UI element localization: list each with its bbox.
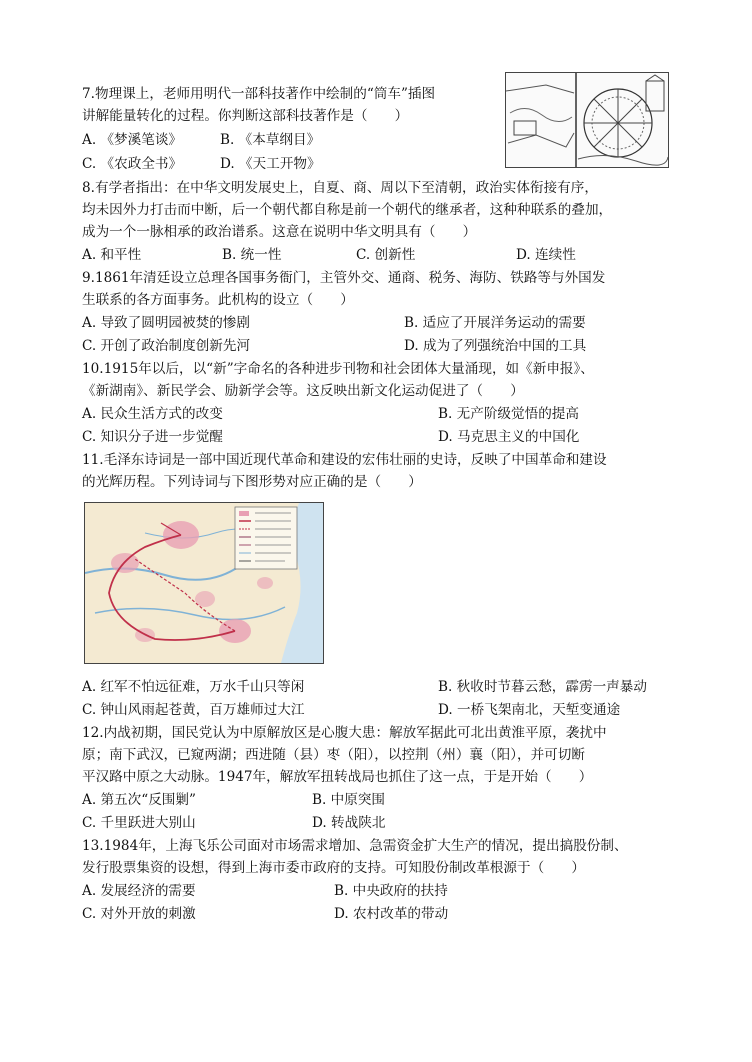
question-13-option-a[interactable]: A. 发展经济的需要 — [82, 883, 196, 899]
question-9-option-b[interactable]: B. 适应了开展洋务运动的需要 — [404, 315, 586, 331]
waterwheel-illustration — [505, 72, 669, 168]
question-12-stem-line-3: 平汉路中原之大动脉。1947年，解放军扭转战局也抓住了这一点，于是开始（ ） — [82, 769, 593, 785]
question-9-stem-line-2: 生联系的各方面事务。此机构的设立（ ） — [82, 292, 354, 308]
question-7-option-c[interactable]: C. 《农政全书》 — [82, 156, 183, 172]
question-9-option-a[interactable]: A. 导致了圆明园被焚的惨剧 — [82, 315, 250, 331]
question-7-stem-line-2: 讲解能量转化的过程。你判断这部科技著作是（ ） — [82, 108, 409, 124]
question-11-stem-line-2: 的光辉历程。下列诗词与下图形势对应正确的是（ ） — [82, 474, 422, 490]
question-10-stem-line-2: 《新湖南》、新民学会、励新学会等。这反映出新文化运动促进了（ ） — [82, 383, 524, 399]
question-7-option-a[interactable]: A. 《梦溪笔谈》 — [82, 132, 183, 148]
question-12-option-d[interactable]: D. 转战陕北 — [312, 815, 386, 831]
question-8-stem-line-3: 成为一个一脉相承的政治谱系。这意在说明中华文明具有（ ） — [82, 224, 477, 240]
question-10-option-a[interactable]: A. 民众生活方式的改变 — [82, 406, 223, 422]
question-10-stem-line-1: 10.1915年以后，以“新”字命名的各种进步刊物和社会团体大量涌现，如《新申报》、 — [82, 361, 594, 377]
war-situation-map — [84, 502, 324, 664]
question-7-stem-line-1: 7.物理课上，老师用明代一部科技著作中绘制的“筒车”插图 — [82, 86, 436, 102]
question-13-stem-line-1: 13.1984年，上海飞乐公司面对市场需求增加、急需资金扩大生产的情况，提出搞股份制、 — [82, 838, 628, 854]
question-12-stem-line-1: 12.内战初期，国民党认为中原解放区是心腹大患：解放军据此可北出黄淮平原，袭扰中 — [82, 725, 607, 741]
waterwheel-icon — [506, 73, 668, 167]
question-10-option-d[interactable]: D. 马克思主义的中国化 — [438, 429, 580, 445]
question-9-option-d[interactable]: D. 成为了列强统治中国的工具 — [404, 338, 587, 354]
question-12-option-b[interactable]: B. 中原突围 — [312, 792, 386, 808]
question-8-option-b[interactable]: B. 统一性 — [222, 247, 282, 263]
map-icon — [85, 503, 323, 663]
question-8-stem-line-2: 均未因外力打击而中断，后一个朝代都自称是前一个朝代的继承者，这种种联系的叠加， — [82, 202, 613, 218]
question-8-option-d[interactable]: D. 连续性 — [516, 247, 576, 263]
question-12-option-c[interactable]: C. 千里跃进大别山 — [82, 815, 196, 831]
question-7-option-b[interactable]: B. 《本草纲目》 — [220, 132, 321, 148]
question-13-option-b[interactable]: B. 中央政府的扶持 — [334, 883, 448, 899]
question-13-option-c[interactable]: C. 对外开放的刺激 — [82, 906, 196, 922]
question-8-option-a[interactable]: A. 和平性 — [82, 247, 142, 263]
question-13-option-d[interactable]: D. 农村改革的带动 — [334, 906, 449, 922]
question-11-option-c[interactable]: C. 钟山风雨起苍黄，百万雄师过大江 — [82, 702, 305, 718]
question-10-option-c[interactable]: C. 知识分子进一步觉醒 — [82, 429, 223, 445]
question-11-option-b[interactable]: B. 秋收时节暮云愁，霹雳一声暴动 — [438, 679, 647, 695]
question-9-option-c[interactable]: C. 开创了政治制度创新先河 — [82, 338, 251, 354]
question-7-option-d[interactable]: D. 《天工开物》 — [220, 156, 321, 172]
question-8-stem-line-1: 8.有学者指出：在中华文明发展史上，自夏、商、周以下至清朝，政治实体衔接有序， — [82, 180, 598, 196]
question-9-stem-line-1: 9.1861年清廷设立总理各国事务衙门，主管外交、通商、税务、海防、铁路等与外国发 — [82, 270, 606, 286]
question-11-stem-line-1: 11.毛泽东诗词是一部中国近现代革命和建设的宏伟壮丽的史诗，反映了中国革命和建设 — [82, 452, 607, 468]
question-13-stem-line-2: 发行股票集资的设想，得到上海市委市政府的支持。可知股份制改革根源于（ ） — [82, 860, 585, 876]
question-8-option-c[interactable]: C. 创新性 — [356, 247, 416, 263]
question-11-option-a[interactable]: A. 红军不怕远征难，万水千山只等闲 — [82, 679, 305, 695]
question-10-option-b[interactable]: B. 无产阶级觉悟的提高 — [438, 406, 579, 422]
question-12-option-a[interactable]: A. 第五次“反围剿” — [82, 792, 196, 808]
question-12-stem-line-2: 原；南下武汉，已窥两湖；西进随（县）枣（阳），以控荆（州）襄（阳），并可切断 — [82, 747, 585, 763]
question-11-option-d[interactable]: D. 一桥飞架南北，天堑变通途 — [438, 702, 621, 718]
